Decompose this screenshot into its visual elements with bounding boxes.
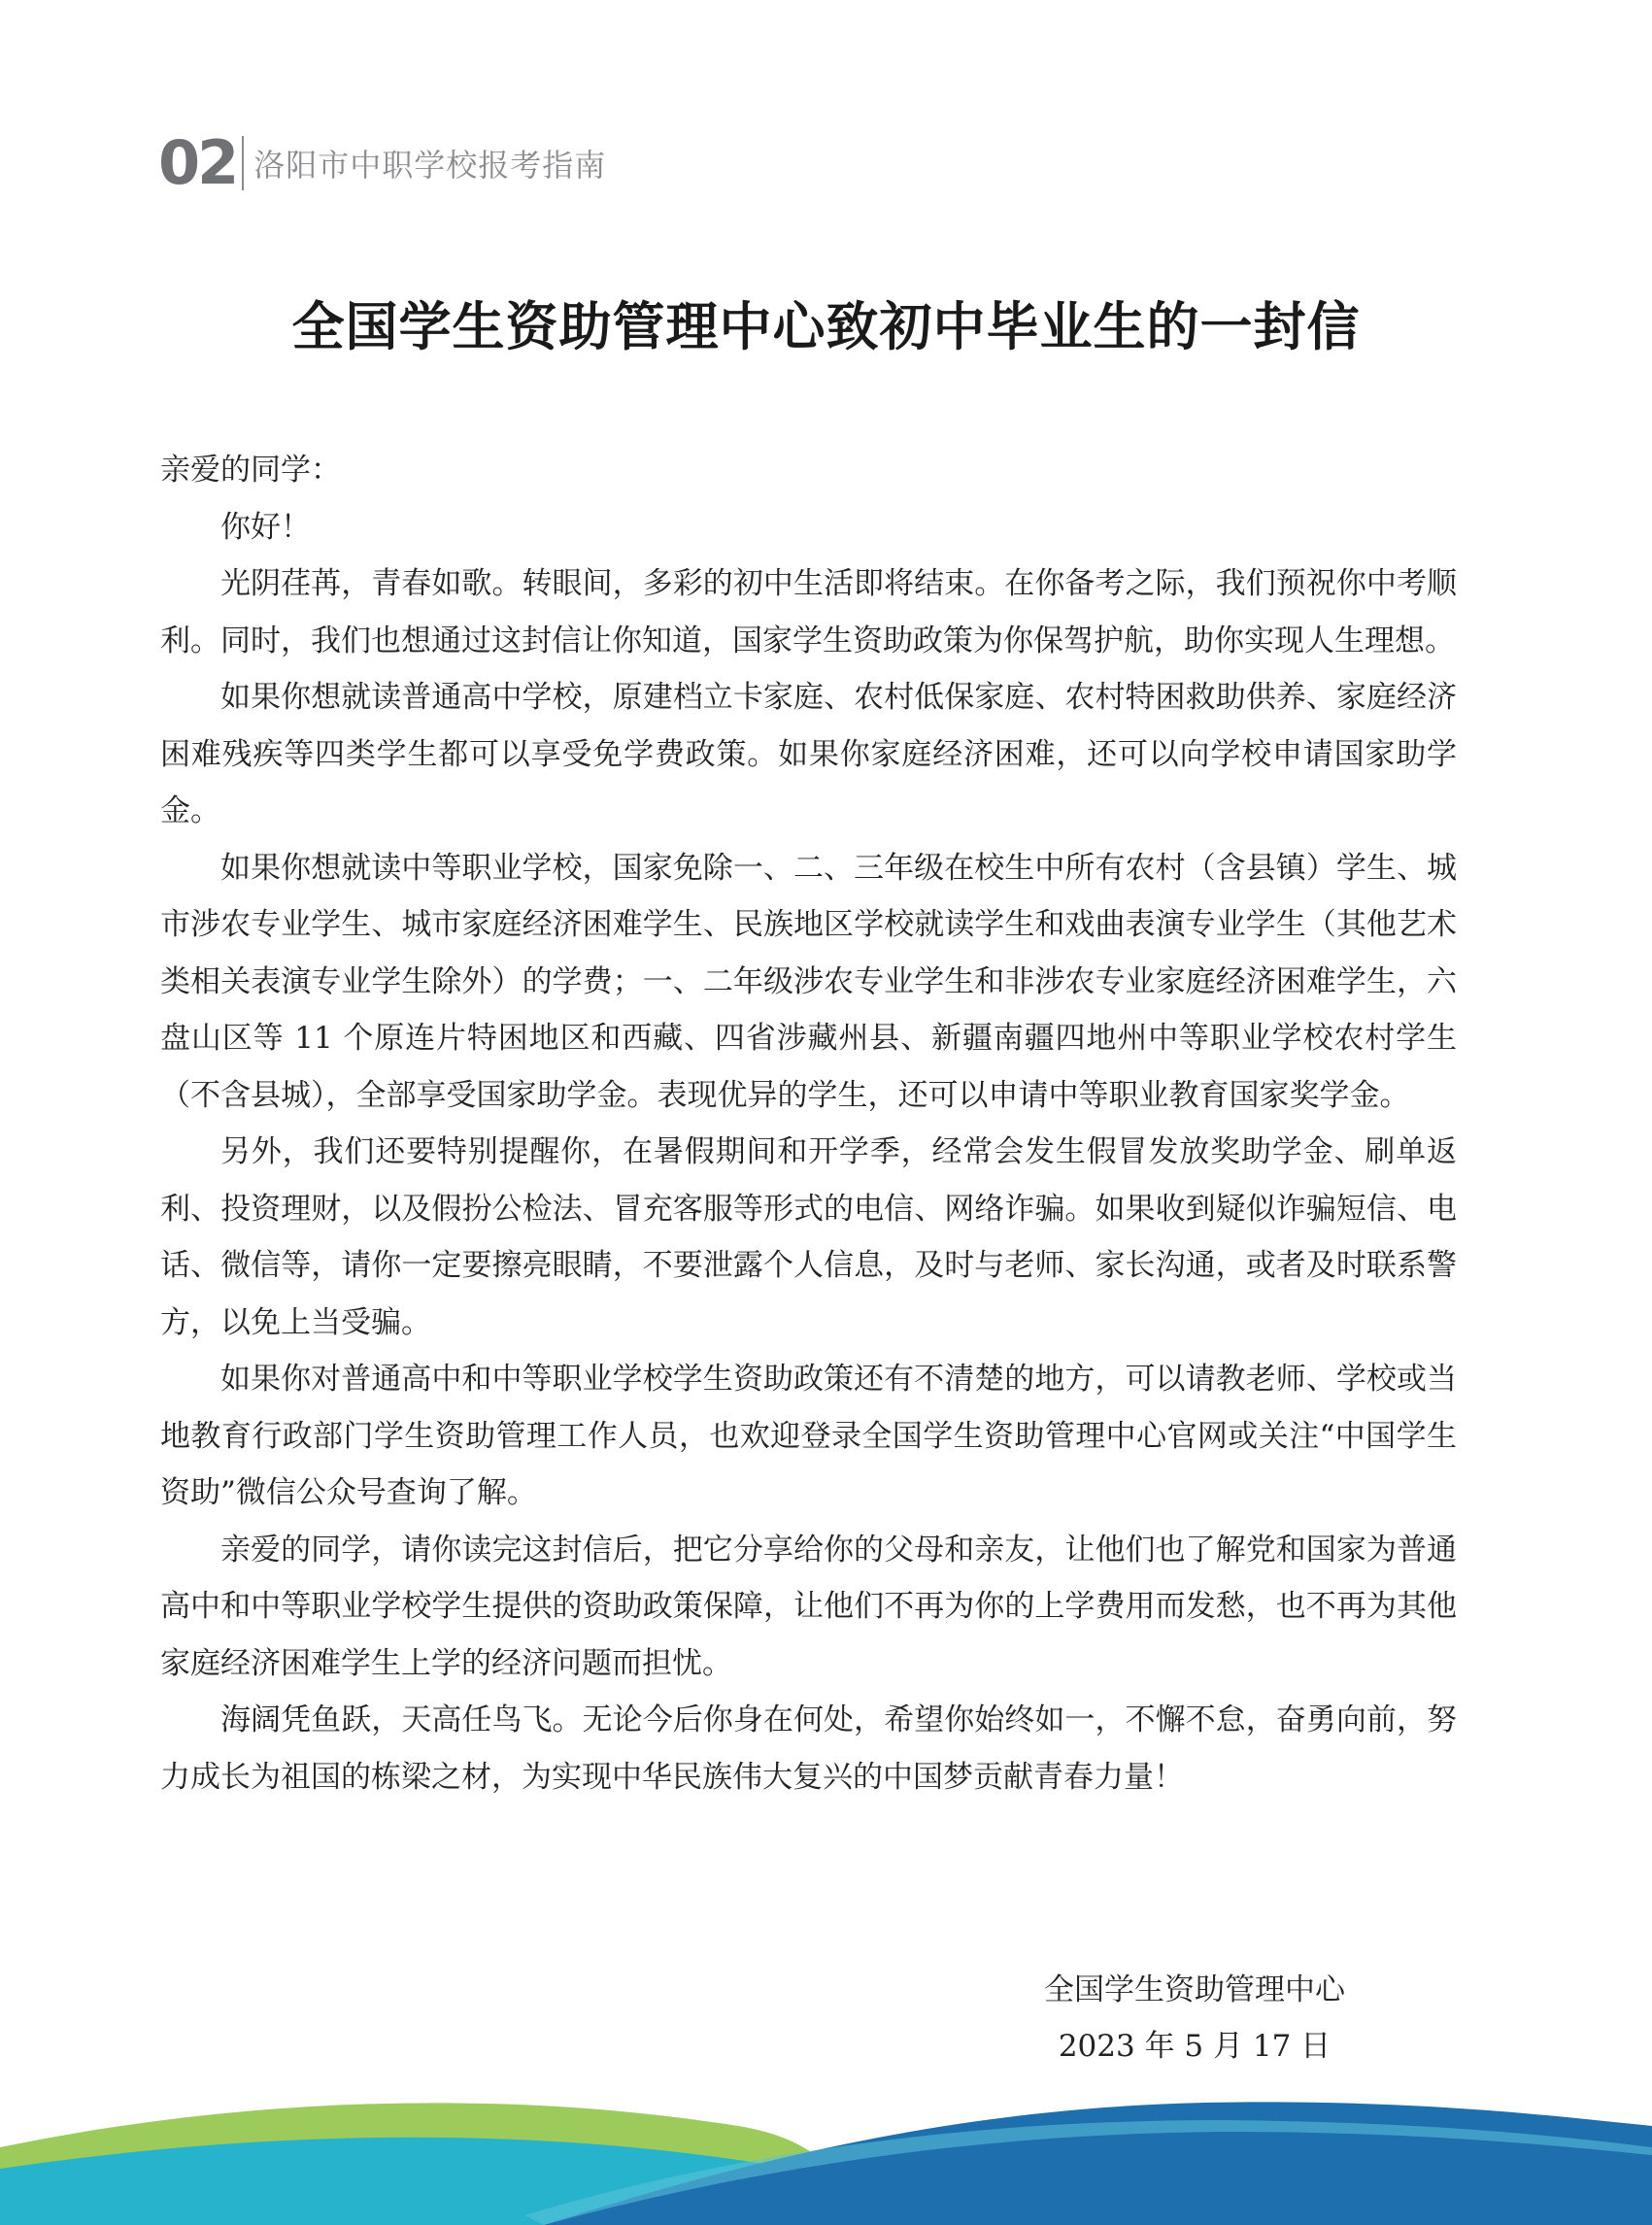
- paragraph: 你好！: [220, 509, 311, 545]
- paragraph: 另外，我们还要特别提醒你，在暑假期间和开学季，经常会发生假冒发放奖助学金、刷单返利、投资理财，以及假扮公检法、冒充客服等形式的电信、网络诈骗。如果收到疑似诈骗短信、电话、微信等，请你一定要擦亮眼睛，不要泄露个人信息，及时与老师、家长沟通，或者及时联系警方，以免上当受骗。: [160, 1134, 1457, 1340]
- page-header: [158, 127, 607, 198]
- salutation: 亲爱的同学：: [160, 453, 341, 488]
- letter-title: 全国学生资助管理中心致初中毕业生的一封信: [291, 295, 1361, 357]
- signature-block: [1000, 1962, 1389, 2074]
- paragraph: 亲爱的同学，请你读完这封信后，把它分享给你的父母和亲友，让他们也了解党和国家为普通高中和中等职业学校学生提供的资助政策保障，让他们不再为你的上学费用而发愁，也不再为其他家庭经济困难学生上学的经济问题而担忧。: [160, 1532, 1457, 1681]
- paragraph: 如果你对普通高中和中等职业学校学生资助政策还有不清楚的地方，可以请教老师、学校或当地教育行政部门学生资助管理工作人员，也欢迎登录全国学生资助管理中心官网或关注“中国学生资助”微信公众号查询了解。: [160, 1362, 1457, 1510]
- paragraph: 光阴荏苒，青春如歌。转眼间，多彩的初中生活即将结束。在你备考之际，我们预祝你中考顺利。同时，我们也想通过这封信让你知道，国家学生资助政策为你保驾护航，助你实现人生理想。: [160, 566, 1457, 658]
- paragraph: 如果你想就读普通高中学校，原建档立卡家庭、农村低保家庭、农村特困救助供养、家庭经济困难残疾等四类学生都可以享受免学费政策。如果你家庭经济困难，还可以向学校申请国家助学金。: [160, 680, 1457, 828]
- letter-body: [160, 442, 1457, 1805]
- decorative-wave: [0, 2070, 1652, 2225]
- page-number: 02: [158, 127, 237, 198]
- guide-title: 洛阳市中职学校报考指南: [253, 147, 607, 184]
- header-divider: [242, 136, 244, 190]
- paragraph: 海阔凭鱼跃，天高任鸟飞。无论今后你身在何处，希望你始终如一，不懈不怠，奋勇向前，努力成长为祖国的栋梁之材，为实现中华民族伟大复兴的中国梦贡献青春力量！: [160, 1702, 1457, 1795]
- signature-organization: 全国学生资助管理中心: [1044, 1972, 1345, 2007]
- signature-date: 2023 年 5 月 17 日: [1058, 2029, 1332, 2064]
- paragraph: 如果你想就读中等职业学校，国家免除一、二、三年级在校生中所有农村（含县镇）学生、城市涉农专业学生、城市家庭经济困难学生、民族地区学校就读学生和戏曲表演专业学生（其他艺术类相关表演专业学生除外）的学费；一、二年级涉农专业学生和非涉农专业家庭经济困难学生，六盘山区等 11 个原连片特困地区和西藏、四省涉藏州县、新疆南疆四地州中等职业学校农村学生（不含县城），全部享受国家助学金。表现优异的学生，还可以申请中等职业教育国家奖学金。: [160, 850, 1457, 1113]
